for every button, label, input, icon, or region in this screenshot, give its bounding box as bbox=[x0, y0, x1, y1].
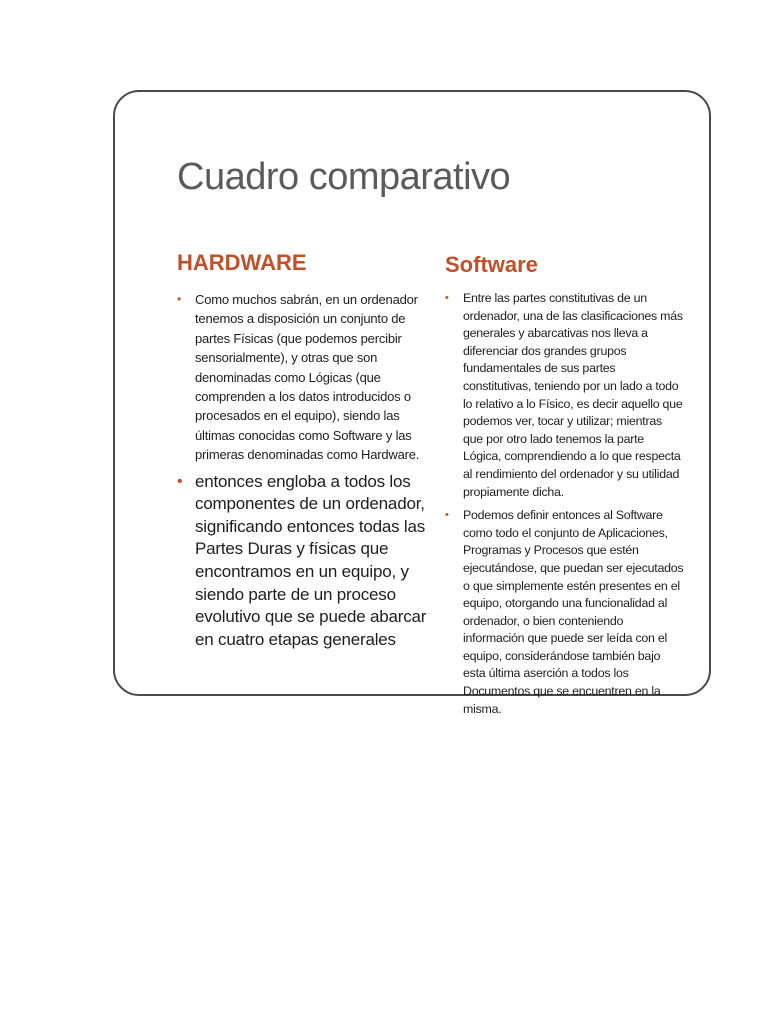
hardware-bullet-item bbox=[177, 290, 427, 465]
bullet-icon: • bbox=[177, 472, 183, 490]
hardware-bullet-text: entonces engloba a todos los componentes de un ordenador, significando entonces todas las Partes Duras y físicas que encontramos en un equipo, y siendo parte de un proceso evolutivo que se puede abarcar en cuatro etapas generales bbox=[195, 471, 427, 649]
software-bullet-list bbox=[445, 290, 685, 718]
bullet-icon: • bbox=[177, 292, 182, 306]
software-bullet-item bbox=[445, 290, 685, 501]
software-bullet-text: Podemos definir entonces al Software como todo el conjunto de Aplicaciones, Programas y Procesos que estén ejecutándose, que puedan ser ejecutados o que simplemente estén presentes en el equipo, otorgando una funcionalidad al ordenador, o bien conteniendo información que puede ser leída con el equipo, considerándose también bajo esta última aserción a todos los Documentos que se encuentren en la misma. bbox=[463, 508, 684, 716]
bullet-icon: • bbox=[445, 292, 449, 304]
bullet-icon: • bbox=[445, 509, 449, 522]
software-heading: Software bbox=[445, 252, 538, 277]
slide-card bbox=[113, 90, 711, 716]
hardware-bullet-text: Como muchos sabrán, en un ordenador tenemos a disposición un conjunto de partes Físicas (que podemos percibir sensorialmente), y otras que son denominadas como Lógicas (que comprenden a los datos introducidos o procesados en el equipo), siendo las últimas conocidas como Software y las primeras denominadas como Hardware. bbox=[195, 292, 420, 463]
hardware-heading: HARDWARE bbox=[177, 250, 307, 275]
hardware-bullet-item bbox=[177, 471, 427, 652]
software-bullet-text: Entre las partes constitutivas de un ordenador, una de las clasificaciones más generales y abarcativas nos lleva a diferenciar dos grandes grupos fundamentales de sus partes constitutivas, teniendo por un lado a todo lo relativo a lo Físico, es decir aquello que podemos ver, tocar y utilizar; mientras que por otro lado tenemos la parte Lógica, comprendiendo a lo que respecta al rendimiento del ordenador y su utilidad propiamente dicha. bbox=[463, 291, 683, 499]
hardware-bullet-list bbox=[177, 290, 427, 651]
slide-title: Cuadro comparativo bbox=[177, 156, 511, 198]
hardware-column bbox=[177, 250, 427, 651]
software-column bbox=[445, 252, 685, 724]
software-bullet-item bbox=[445, 507, 685, 718]
